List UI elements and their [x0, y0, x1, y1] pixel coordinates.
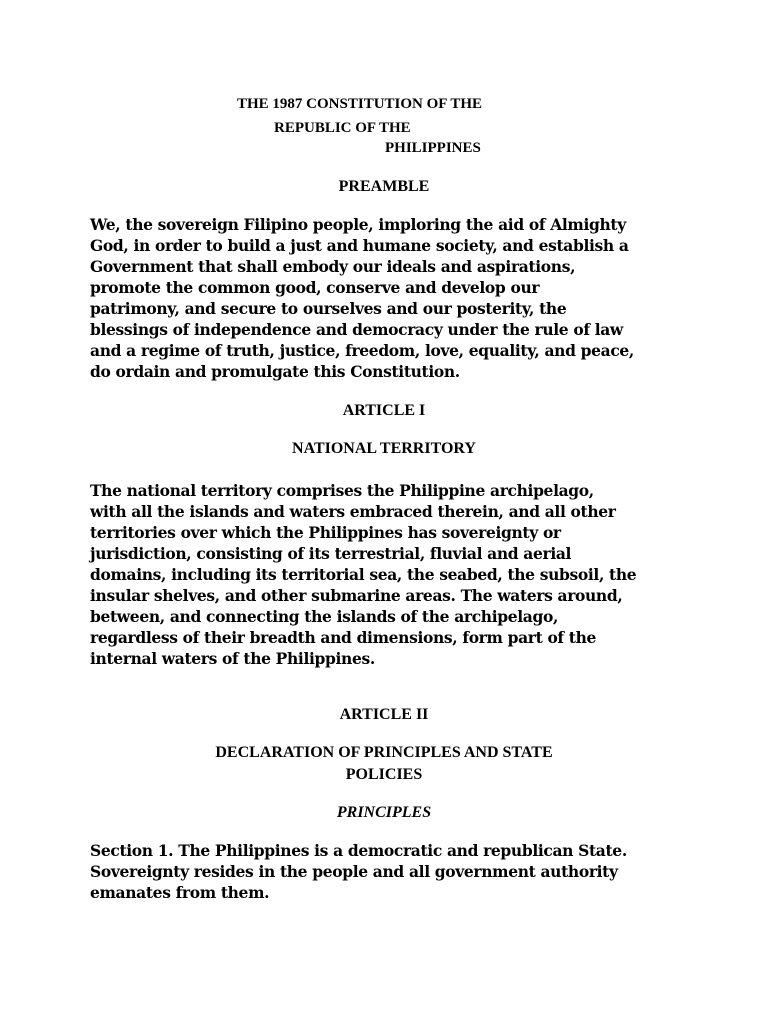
article-1-line: territories over which the Philippines has sovereignty or — [90, 523, 561, 542]
article-1-text — [90, 480, 690, 669]
section-1-line: Sovereignty resides in the people and all government authority — [90, 862, 618, 881]
article-1-subheading: NATIONAL TERRITORY — [292, 440, 476, 457]
preamble-line: God, in order to build a just and humane society, and establish a — [90, 236, 629, 255]
section-1-text — [90, 840, 690, 903]
section-1-line: Section 1. The Philippines is a democratic and republican State. — [90, 841, 627, 860]
preamble-text — [90, 214, 690, 382]
article-1-line: jurisdiction, consisting of its terrestrial, fluvial and aerial — [90, 544, 572, 563]
principles-heading: PRINCIPLES — [336, 804, 432, 821]
article-1-line: regardless of their breadth and dimensions, form part of the — [90, 628, 597, 647]
preamble-line: We, the sovereign Filipino people, imploring the aid of Almighty — [90, 215, 626, 234]
article-2-subheading-line-1: DECLARATION OF PRINCIPLES AND STATE — [215, 744, 553, 761]
preamble-heading: PREAMBLE — [338, 178, 430, 195]
title-line-3: PHILIPPINES — [385, 140, 481, 156]
title-line-2: REPUBLIC OF THE — [274, 120, 411, 136]
preamble-line: do ordain and promulgate this Constitution. — [90, 362, 460, 381]
preamble-line: patrimony, and secure to ourselves and our posterity, the — [90, 299, 567, 318]
article-2-heading: ARTICLE II — [339, 706, 429, 723]
article-1-line: domains, including its territorial sea, the seabed, the subsoil, the — [90, 565, 637, 584]
article-1-line: The national territory comprises the Philippine archipelago, — [90, 481, 594, 500]
article-1-line: insular shelves, and other submarine areas. The waters around, — [90, 586, 623, 605]
preamble-line: blessings of independence and democracy under the rule of law — [90, 320, 623, 339]
preamble-line: Government that shall embody our ideals and aspirations, — [90, 257, 576, 276]
article-1-line: with all the islands and waters embraced therein, and all other — [90, 502, 616, 521]
section-1-line: emanates from them. — [90, 883, 270, 902]
article-1-line: between, and connecting the islands of the archipelago, — [90, 607, 559, 626]
article-1-heading: ARTICLE I — [342, 402, 426, 419]
title-line-1: THE 1987 CONSTITUTION OF THE — [237, 96, 483, 112]
article-1-line: internal waters of the Philippines. — [90, 649, 375, 668]
preamble-line: promote the common good, conserve and develop our — [90, 278, 540, 297]
article-2-subheading-line-2: POLICIES — [345, 766, 423, 783]
preamble-line: and a regime of truth, justice, freedom, love, equality, and peace, — [90, 341, 634, 360]
